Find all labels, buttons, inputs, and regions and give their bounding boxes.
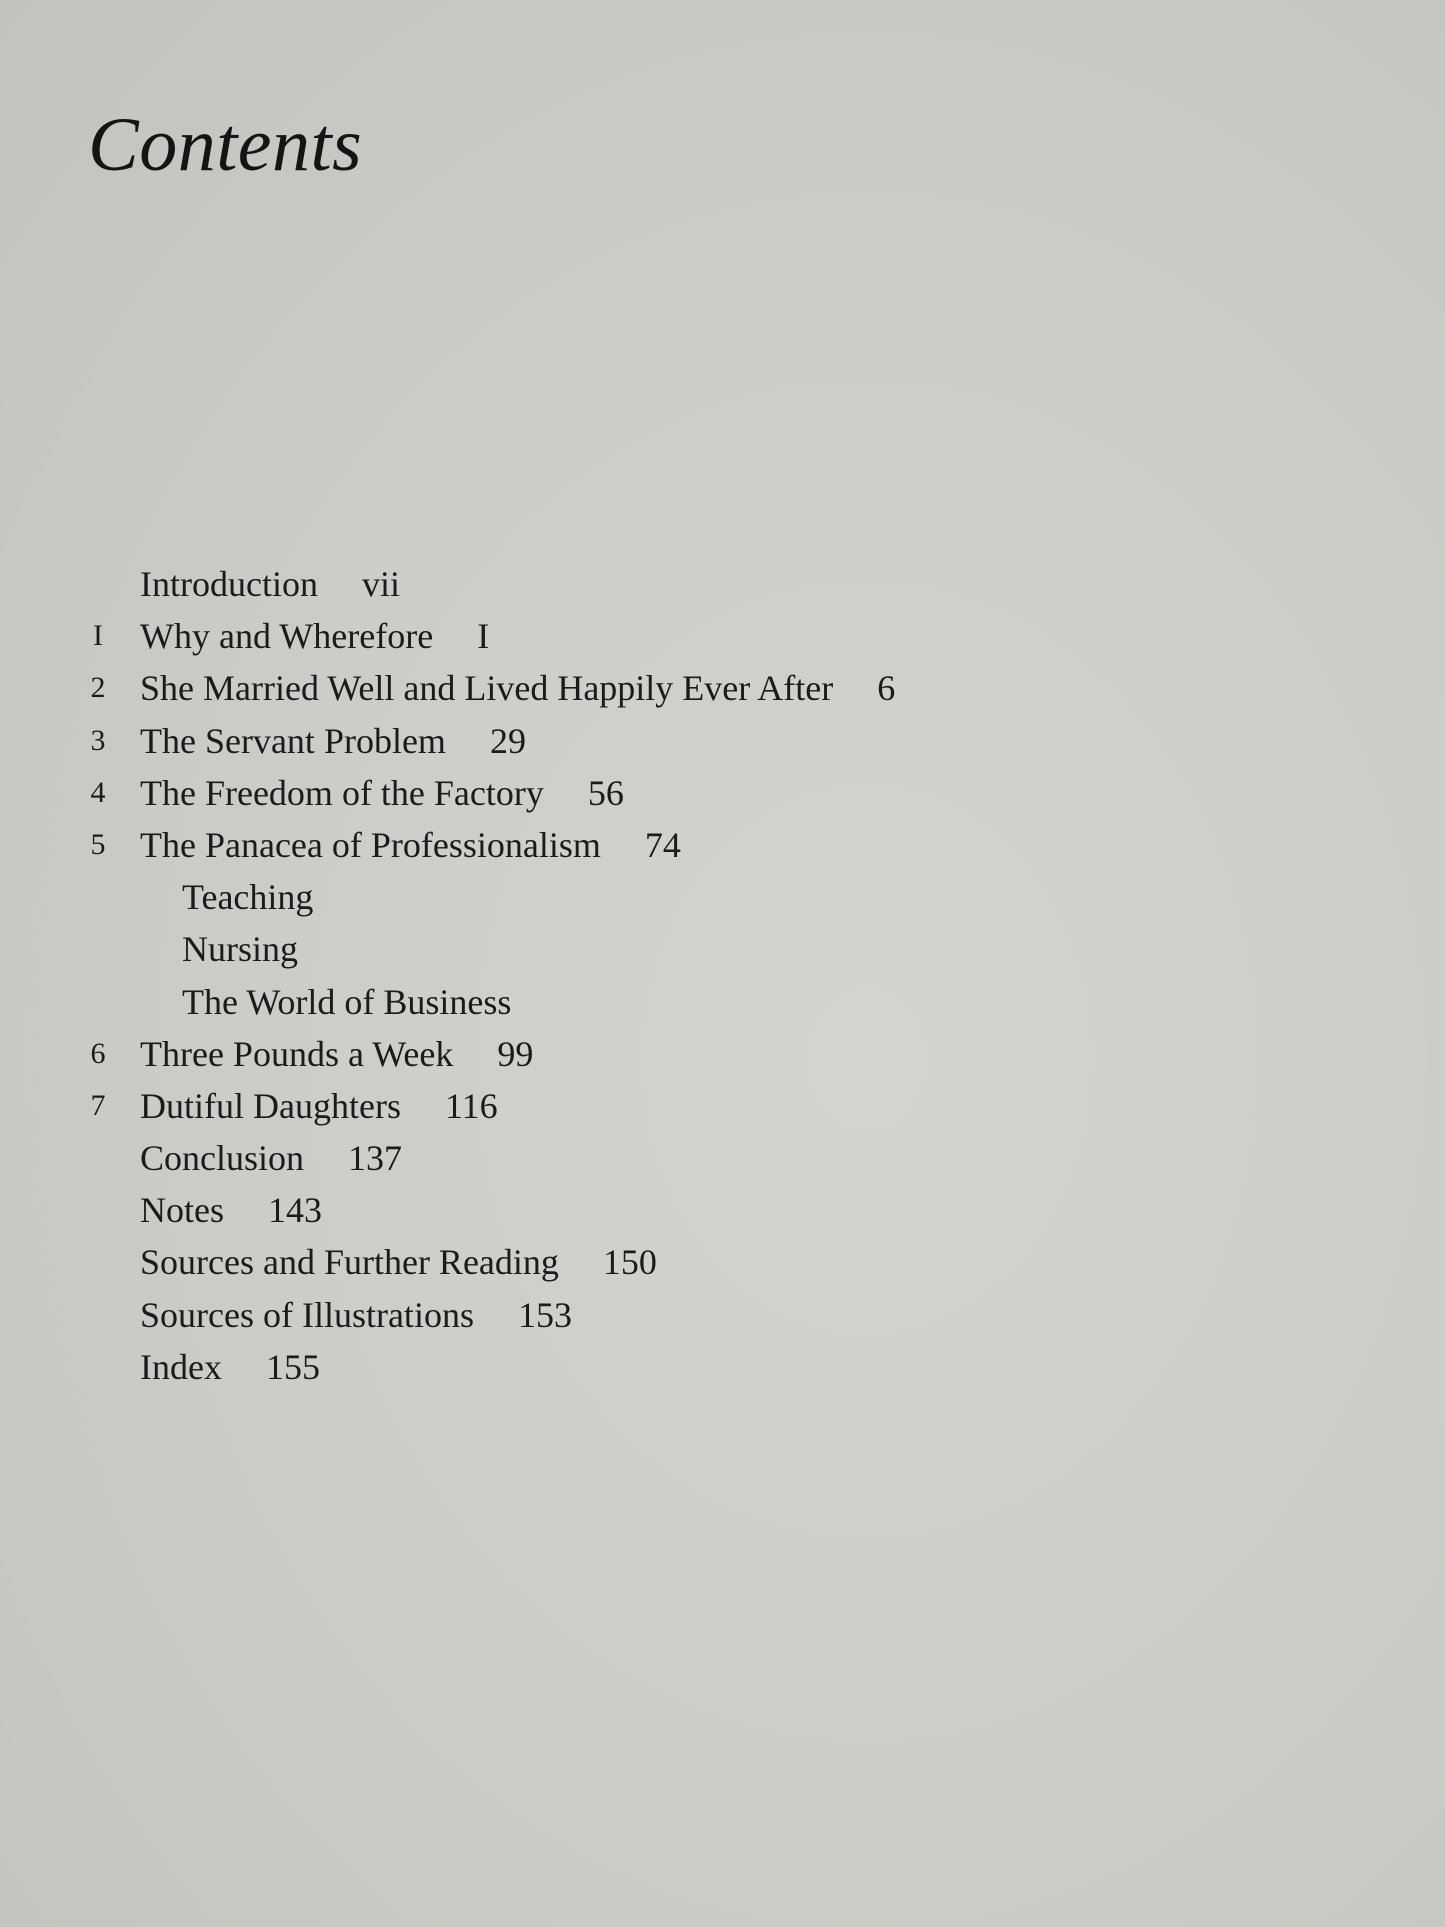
entry-title: The Panacea of Professionalism bbox=[140, 824, 601, 865]
chapter-number: I bbox=[93, 619, 103, 653]
toc-entry-index bbox=[0, 1341, 1100, 1393]
toc-entry-sources-reading bbox=[0, 1236, 1100, 1288]
entry-title: Index bbox=[140, 1346, 222, 1387]
page-number: 137 bbox=[348, 1138, 403, 1179]
page-number: 116 bbox=[444, 1085, 498, 1126]
entry-title: Dutiful Daughters bbox=[140, 1085, 401, 1126]
page-number: 150 bbox=[602, 1242, 657, 1283]
toc-entry-conclusion bbox=[0, 1132, 1100, 1184]
entry-title: Conclusion bbox=[140, 1138, 305, 1179]
toc-entry-chapter-6 bbox=[0, 1028, 1100, 1080]
page-number: 56 bbox=[587, 772, 624, 813]
toc-entry-chapter-5 bbox=[0, 819, 1100, 871]
chapter-number: 4 bbox=[90, 775, 106, 809]
page-number: vii bbox=[361, 564, 400, 604]
entry-title: Three Pounds a Week bbox=[140, 1033, 454, 1074]
chapter-number: 5 bbox=[90, 827, 106, 861]
page-number: 155 bbox=[265, 1346, 320, 1387]
page-number: 143 bbox=[268, 1190, 322, 1231]
entry-title: Sources of Illustrations bbox=[140, 1294, 474, 1335]
page-number: 29 bbox=[489, 720, 526, 761]
page-number: 74 bbox=[644, 824, 681, 865]
entry-title: Nursing bbox=[182, 929, 298, 970]
entry-title: The Servant Problem bbox=[140, 720, 446, 761]
toc-entry-introduction bbox=[0, 558, 1100, 610]
toc-entry-chapter-3 bbox=[0, 715, 1100, 767]
toc-entry-chapter-1 bbox=[0, 610, 1100, 662]
page-number: 153 bbox=[517, 1294, 572, 1335]
chapter-number: 3 bbox=[90, 723, 106, 757]
toc-entry-sources-illustrations bbox=[0, 1289, 1100, 1341]
entry-title: Introduction bbox=[140, 564, 318, 604]
entry-title: Notes bbox=[140, 1190, 224, 1231]
entry-title: The Freedom of the Factory bbox=[140, 772, 544, 813]
entry-title: She Married Well and Lived Happily Ever After bbox=[140, 668, 834, 709]
toc-entry-chapter-7 bbox=[0, 1080, 1100, 1132]
toc-subentry-teaching bbox=[0, 871, 1100, 923]
chapter-number: 2 bbox=[90, 671, 106, 705]
page-number: I bbox=[477, 616, 490, 657]
entry-title: Why and Wherefore bbox=[140, 616, 434, 657]
entry-title: Teaching bbox=[182, 877, 314, 918]
page-number: 99 bbox=[497, 1033, 534, 1074]
toc-subentry-business bbox=[0, 976, 1100, 1028]
entry-title: Sources and Further Reading bbox=[140, 1242, 559, 1283]
toc-entry-chapter-2 bbox=[0, 662, 1100, 714]
chapter-number: 6 bbox=[90, 1036, 106, 1070]
entry-title: The World of Business bbox=[182, 981, 512, 1022]
table-of-contents bbox=[0, 558, 1100, 1393]
page-number: 6 bbox=[877, 668, 896, 709]
page-title: Contents bbox=[88, 103, 363, 187]
toc-entry-chapter-4 bbox=[0, 767, 1100, 819]
toc-entry-notes bbox=[0, 1184, 1100, 1236]
chapter-number: 7 bbox=[90, 1088, 106, 1122]
toc-subentry-nursing bbox=[0, 923, 1100, 975]
